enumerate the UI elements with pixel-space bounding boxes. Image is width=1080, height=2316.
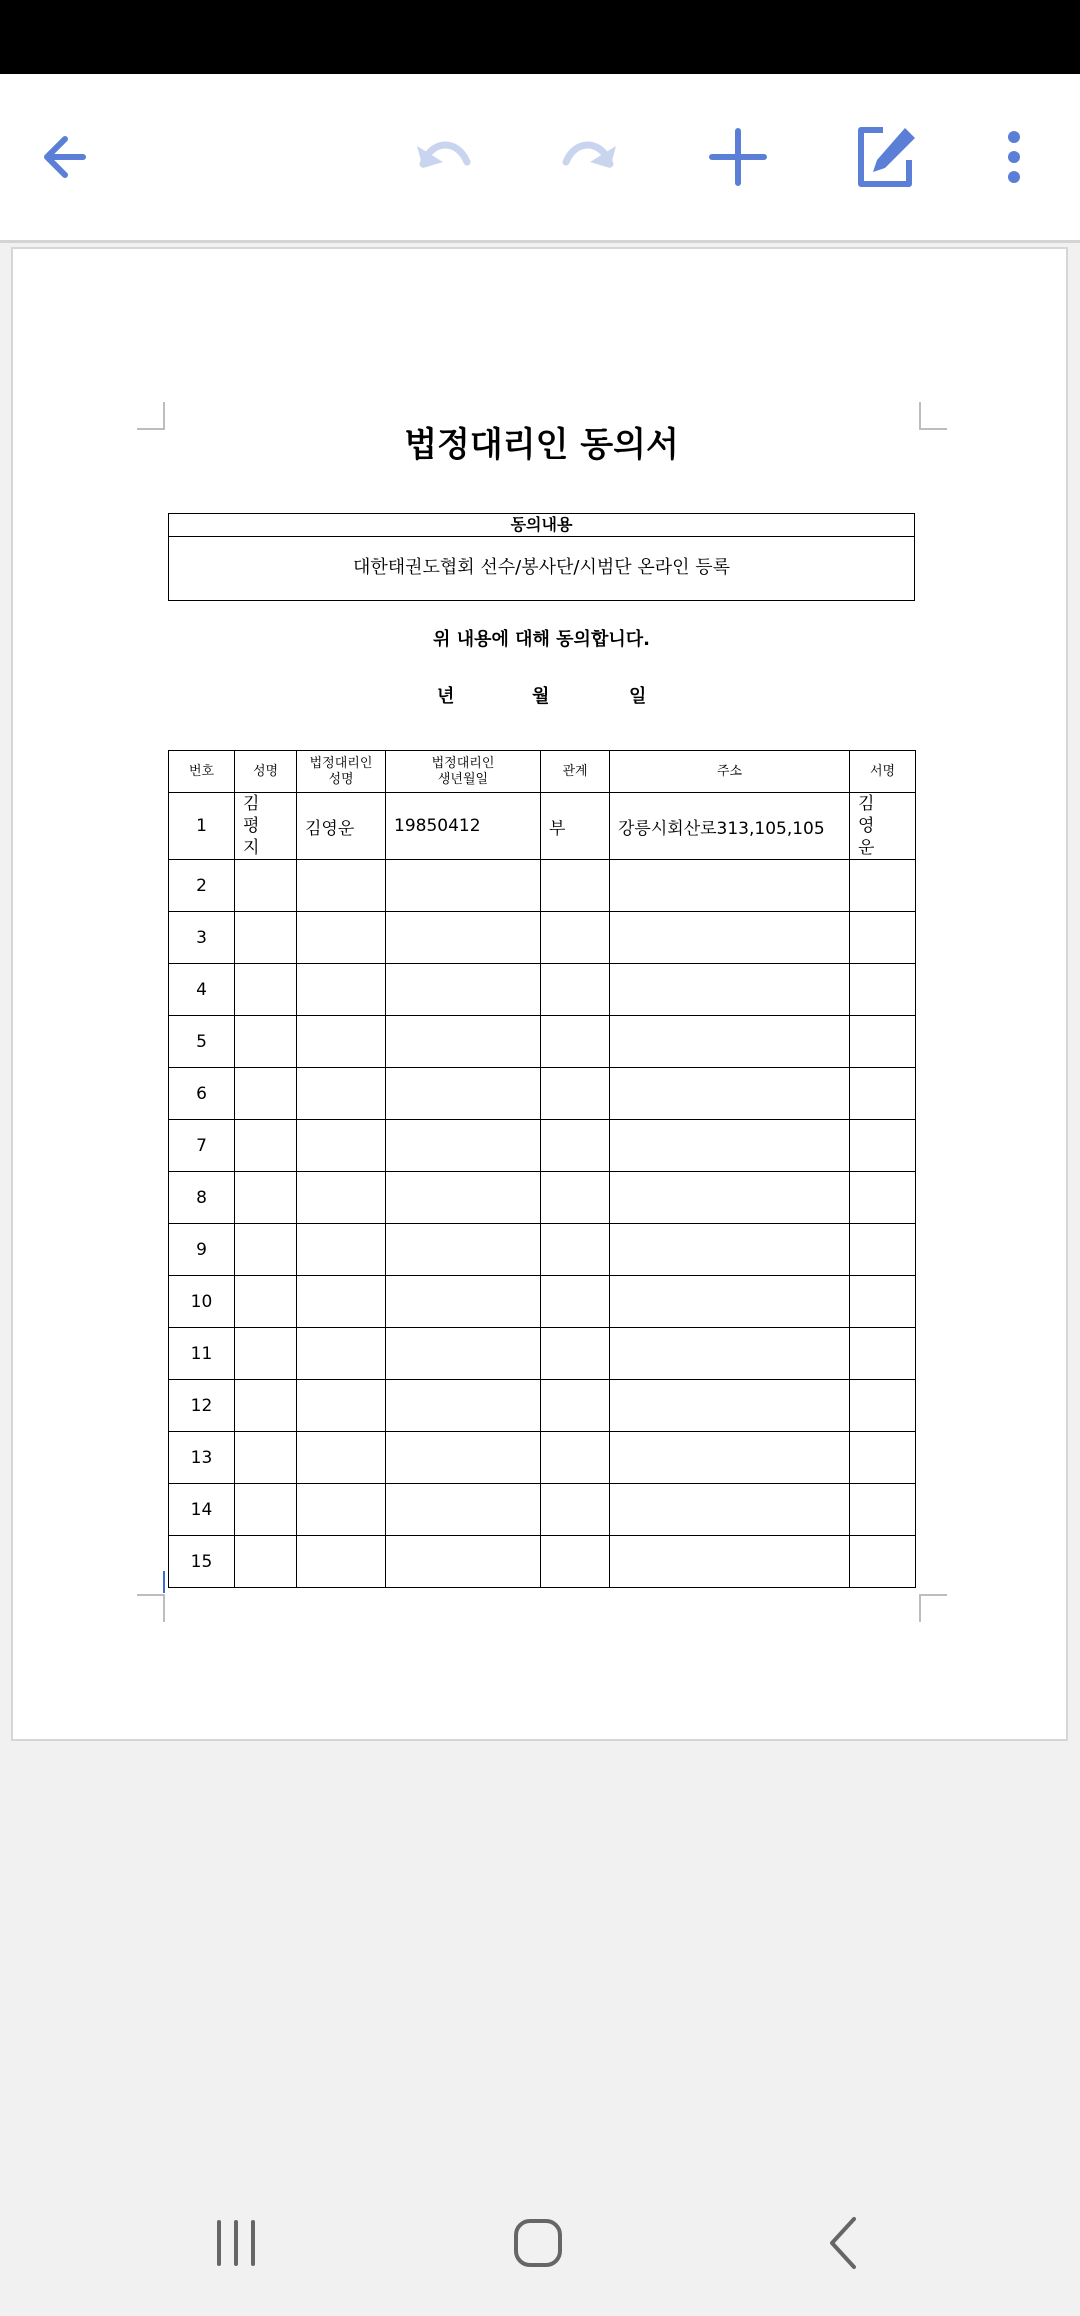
table-row[interactable]: [169, 1536, 916, 1588]
cell-relation[interactable]: [541, 1484, 610, 1536]
cell-signature[interactable]: [850, 1120, 916, 1172]
cell-no[interactable]: 7: [169, 1120, 235, 1172]
cell-guardian-name[interactable]: [297, 1484, 386, 1536]
cell-no[interactable]: 1: [169, 793, 235, 860]
cell-address[interactable]: [610, 1484, 850, 1536]
cell-name[interactable]: [235, 860, 297, 912]
header-guardian-birth: [386, 751, 541, 793]
undo-button[interactable]: [400, 114, 486, 200]
cell-name[interactable]: [235, 793, 297, 860]
cell-name[interactable]: [235, 1276, 297, 1328]
cell-no[interactable]: 12: [169, 1380, 235, 1432]
cell-guardian-name[interactable]: [297, 860, 386, 912]
header-guardian-name: [297, 751, 386, 793]
cell-guardian-birth[interactable]: [386, 1536, 541, 1588]
cell-relation[interactable]: [541, 1536, 610, 1588]
undo-icon: [413, 132, 473, 182]
consent-header: 동의내용: [169, 514, 914, 537]
cell-relation[interactable]: [541, 860, 610, 912]
cell-address[interactable]: [610, 1328, 850, 1380]
back-button[interactable]: [22, 114, 108, 200]
cell-address[interactable]: [610, 1172, 850, 1224]
cell-signature[interactable]: [850, 1484, 916, 1536]
cell-signature[interactable]: [850, 1432, 916, 1484]
nav-back-icon: [826, 2215, 860, 2271]
system-nav-bar: [0, 2170, 1080, 2316]
cell-address[interactable]: [610, 1380, 850, 1432]
cell-relation[interactable]: [541, 1068, 610, 1120]
add-button[interactable]: [695, 114, 781, 200]
redo-icon: [560, 132, 620, 182]
consent-box: [168, 513, 915, 601]
cell-no[interactable]: 5: [169, 1016, 235, 1068]
cell-guardian-birth[interactable]: [386, 1276, 541, 1328]
header-relation: 관계: [541, 751, 610, 793]
header-address: 주소: [610, 751, 850, 793]
table-header-row: [169, 751, 916, 793]
cell-guardian-birth[interactable]: [386, 1484, 541, 1536]
cell-relation[interactable]: [541, 1328, 610, 1380]
cell-signature[interactable]: [850, 1536, 916, 1588]
cell-signature[interactable]: [850, 1380, 916, 1432]
header-guardian-name-line2: 성명: [328, 771, 354, 787]
table-row[interactable]: [169, 1172, 916, 1224]
table-row[interactable]: [169, 1016, 916, 1068]
consent-text: 대한태권도협회 선수/봉사단/시범단 온라인 등록: [352, 557, 731, 578]
cell-signature[interactable]: [850, 1276, 916, 1328]
cell-no[interactable]: 4: [169, 964, 235, 1016]
cell-no[interactable]: 15: [169, 1536, 235, 1588]
cell-relation[interactable]: [541, 1016, 610, 1068]
cell-guardian-birth[interactable]: [386, 1172, 541, 1224]
cell-guardian-name[interactable]: [297, 1016, 386, 1068]
cell-name[interactable]: [235, 1484, 297, 1536]
edit-icon: [853, 124, 917, 190]
status-bar: [0, 0, 1080, 74]
cell-no[interactable]: 3: [169, 912, 235, 964]
cell-name[interactable]: [235, 1380, 297, 1432]
cell-guardian-name[interactable]: [297, 1536, 386, 1588]
cell-guardian-birth[interactable]: [386, 1432, 541, 1484]
cell-guardian-name[interactable]: [297, 1432, 386, 1484]
table-row[interactable]: [169, 860, 916, 912]
cell-relation[interactable]: [541, 1172, 610, 1224]
cell-signature[interactable]: [850, 964, 916, 1016]
cell-relation[interactable]: [541, 1120, 610, 1172]
table-row[interactable]: [169, 1120, 916, 1172]
cell-guardian-birth[interactable]: [386, 1328, 541, 1380]
cell-name[interactable]: [235, 1068, 297, 1120]
recent-apps-icon: [211, 2218, 261, 2268]
cell-address[interactable]: [610, 1276, 850, 1328]
cell-no[interactable]: 14: [169, 1484, 235, 1536]
text-cursor: [163, 1571, 165, 1593]
table-row[interactable]: [169, 1328, 916, 1380]
cell-relation[interactable]: [541, 1432, 610, 1484]
cell-guardian-birth[interactable]: [386, 860, 541, 912]
toolbar: [0, 74, 1080, 243]
cell-guardian-birth[interactable]: 19850412: [386, 793, 541, 860]
cell-no[interactable]: 8: [169, 1172, 235, 1224]
agree-statement: 위 내용에 대해 동의합니다.: [433, 629, 650, 650]
cell-guardian-birth[interactable]: [386, 964, 541, 1016]
cell-guardian-birth[interactable]: [386, 1068, 541, 1120]
cell-signature[interactable]: [850, 1328, 916, 1380]
cell-guardian-name[interactable]: [297, 1328, 386, 1380]
home-icon: [512, 2217, 564, 2269]
cell-name[interactable]: [235, 1328, 297, 1380]
cell-guardian-birth[interactable]: [386, 1016, 541, 1068]
cell-guardian-birth[interactable]: [386, 912, 541, 964]
cell-no[interactable]: 13: [169, 1432, 235, 1484]
cell-address[interactable]: [610, 912, 850, 964]
cell-guardian-name[interactable]: [297, 912, 386, 964]
recent-apps-button[interactable]: [186, 2208, 286, 2278]
header-guardian-birth-line1: 법정대리인: [431, 755, 495, 771]
cell-guardian-name[interactable]: [297, 1120, 386, 1172]
date-year-label: 년: [437, 686, 455, 707]
cell-address[interactable]: [610, 1432, 850, 1484]
cell-relation[interactable]: [541, 912, 610, 964]
cell-relation[interactable]: [541, 1380, 610, 1432]
cell-name[interactable]: [235, 1172, 297, 1224]
plus-icon: [708, 127, 768, 187]
document-page[interactable]: [11, 247, 1068, 1741]
cell-signature[interactable]: [850, 860, 916, 912]
header-guardian-name-line1: 법정대리인: [309, 755, 373, 771]
document-title: 법정대리인 동의서: [404, 425, 679, 465]
signature-table: [168, 750, 916, 1588]
cell-name[interactable]: [235, 1224, 297, 1276]
table-row[interactable]: [169, 964, 916, 1016]
margin-corner-mark: [137, 1594, 165, 1622]
cell-no[interactable]: 11: [169, 1328, 235, 1380]
cell-address[interactable]: [610, 1016, 850, 1068]
cell-signature[interactable]: [850, 1068, 916, 1120]
cell-no[interactable]: 9: [169, 1224, 235, 1276]
cell-address[interactable]: [610, 860, 850, 912]
cell-name[interactable]: [235, 1016, 297, 1068]
cell-name[interactable]: [235, 912, 297, 964]
cell-guardian-name[interactable]: [297, 1276, 386, 1328]
table-row[interactable]: [169, 793, 916, 860]
cell-name[interactable]: [235, 1120, 297, 1172]
cell-no[interactable]: 6: [169, 1068, 235, 1120]
cell-signature[interactable]: [850, 1016, 916, 1068]
back-arrow-icon: [37, 129, 93, 185]
cell-relation[interactable]: 부: [541, 793, 610, 860]
cell-address[interactable]: [610, 1068, 850, 1120]
cell-signature[interactable]: [850, 1224, 916, 1276]
cell-name[interactable]: [235, 1432, 297, 1484]
more-vertical-icon: [1004, 129, 1024, 185]
cell-name-text: 김 평 지: [243, 794, 274, 858]
home-button[interactable]: [488, 2208, 588, 2278]
header-guardian-birth-line2: 생년월일: [437, 771, 489, 787]
more-options-button[interactable]: [971, 114, 1057, 200]
cell-signature[interactable]: [850, 793, 916, 860]
cell-guardian-name[interactable]: [297, 964, 386, 1016]
table-row[interactable]: [169, 1068, 916, 1120]
nav-back-button[interactable]: [793, 2208, 893, 2278]
cell-signature[interactable]: [850, 1172, 916, 1224]
document-viewport[interactable]: [0, 243, 1080, 2170]
cell-signature-text: 김 영 운: [858, 794, 889, 858]
cell-address[interactable]: 강릉시회산로313,105,105: [610, 793, 850, 860]
cell-relation[interactable]: [541, 1224, 610, 1276]
table-row[interactable]: [169, 1276, 916, 1328]
date-month-label: 월: [532, 686, 550, 707]
table-row[interactable]: [169, 1380, 916, 1432]
header-signature: 서명: [850, 751, 916, 793]
table-row[interactable]: [169, 1432, 916, 1484]
cell-guardian-birth[interactable]: [386, 1380, 541, 1432]
header-name: 성명: [235, 751, 297, 793]
cell-no[interactable]: 2: [169, 860, 235, 912]
cell-name[interactable]: [235, 964, 297, 1016]
cell-guardian-name[interactable]: [297, 1068, 386, 1120]
redo-button[interactable]: [547, 114, 633, 200]
cell-no[interactable]: 10: [169, 1276, 235, 1328]
cell-guardian-birth[interactable]: [386, 1224, 541, 1276]
margin-corner-mark: [919, 1594, 947, 1622]
cell-name[interactable]: [235, 1536, 297, 1588]
cell-address[interactable]: [610, 1536, 850, 1588]
table-row[interactable]: [169, 1224, 916, 1276]
cell-guardian-name[interactable]: [297, 1172, 386, 1224]
cell-signature[interactable]: [850, 912, 916, 964]
cell-address[interactable]: [610, 1120, 850, 1172]
header-no: 번호: [169, 751, 235, 793]
cell-guardian-birth[interactable]: [386, 1120, 541, 1172]
cell-address[interactable]: [610, 1224, 850, 1276]
cell-guardian-name[interactable]: [297, 1380, 386, 1432]
cell-guardian-name[interactable]: [297, 1224, 386, 1276]
cell-relation[interactable]: [541, 1276, 610, 1328]
date-line: [13, 682, 1070, 708]
table-row[interactable]: [169, 1484, 916, 1536]
table-row[interactable]: [169, 912, 916, 964]
edit-button[interactable]: [842, 114, 928, 200]
cell-relation[interactable]: [541, 964, 610, 1016]
cell-guardian-name[interactable]: 김영운: [297, 793, 386, 860]
date-day-label: 일: [629, 686, 647, 707]
cell-address[interactable]: [610, 964, 850, 1016]
